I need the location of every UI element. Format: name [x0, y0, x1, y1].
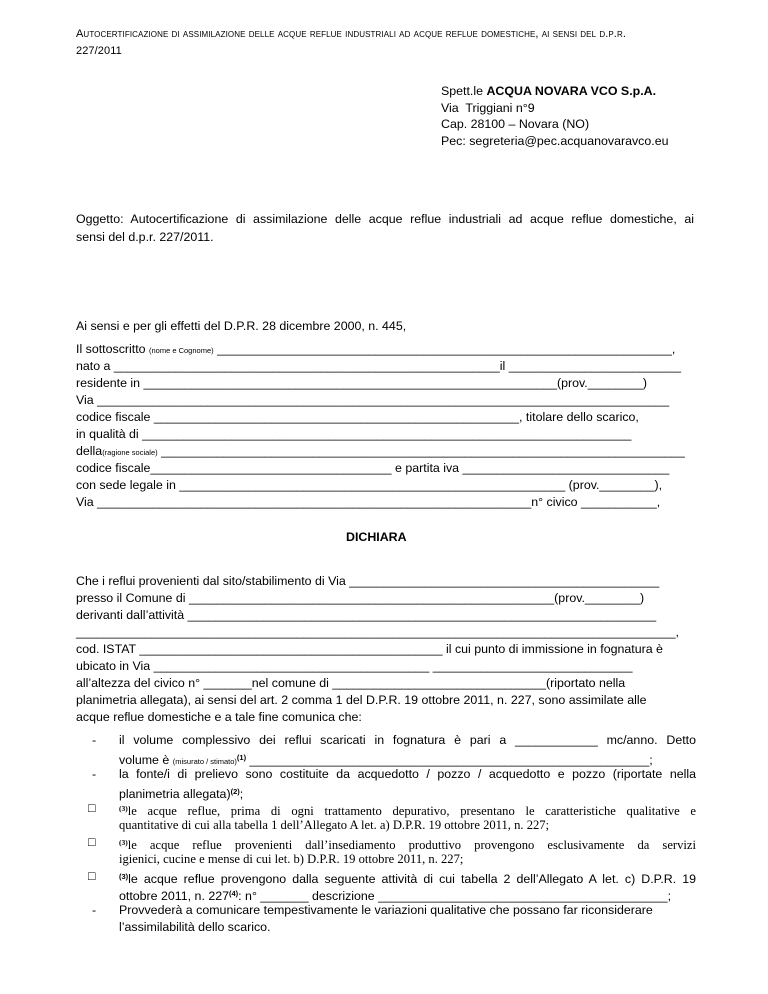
item-tabella1-line-1: $^{(3)}$le acque reflue, prima di ogni trattamento depurativo, presentano le caratteristiche qualitative e: [119, 804, 696, 818]
intro-text: Ai sensi e per gli effetti del D.P.R. 28 dicembre 2000, n. 445,: [76, 319, 407, 333]
addressee-company-line: Spett.le ACQUA NOVARA VCO S.p.A.: [441, 84, 657, 98]
item-volume-line-1: il volume complessivo dei reflui scaricati in fognatura è pari a ____________ mc/anno. Detto: [119, 733, 696, 747]
birth-place-date-field[interactable]: nato a ________________________________________________________il _________________________: [76, 359, 682, 373]
item-volume-line-2[interactable]: volume è (misurato / stimato)$^{(1)}$ __________________________________________________________;: [119, 753, 653, 767]
declaration-line-3[interactable]: derivanti dall’attività ____________________________________________________________________: [76, 608, 657, 622]
item-communicate-line-1: Provvederà a comunicare tempestivamente le variazioni qualitative che possano far riconsiderare: [119, 903, 653, 917]
role-field[interactable]: in qualità di _______________________________________________________________________: [76, 427, 632, 441]
item-source-line-1: la fonte/i di prelievo sono costituite da acquedotto / pozzo / acquedotto e pozzo (riportate nella: [119, 767, 696, 781]
declaration-line-2[interactable]: presso il Comune di _____________________________________________________(prov.________): [76, 591, 645, 605]
addressee-pec: Pec: segreteria@pec.acquanovaravco.eu: [441, 134, 669, 148]
addressee-street: Via Triggiani n°9: [441, 101, 535, 115]
checkbox-servizi-igienici[interactable]: □: [88, 835, 96, 849]
declares-heading: DICHIARA: [346, 530, 407, 544]
checkbox-tabella2[interactable]: □: [88, 869, 96, 883]
declaration-line-7[interactable]: all’altezza del civico n° _______nel comune di _______________________________(riportato nella: [76, 676, 626, 690]
company-name-field[interactable]: della(ragione sociale) ____________________________________________________________________________: [76, 444, 685, 458]
street-field[interactable]: Via ___________________________________________________________________________________: [76, 393, 670, 407]
checkbox-tabella1[interactable]: □: [88, 801, 96, 815]
legal-street-field[interactable]: Via _______________________________________________________________n° civico ___________,: [76, 495, 661, 509]
declaration-line-4[interactable]: _______________________________________________________________________________________,: [76, 625, 679, 639]
declaration-line-1[interactable]: Che i reflui provenienti dal sito/stabilimento di Via _____________________________________________: [76, 574, 660, 588]
document-header-line-1: Autocertificazione di assimilazione delle acque reflue industriali ad acque reflue domestiche, ai sensi del d.p.r.: [76, 28, 626, 40]
item-servizi-line-1: $^{(3)}$le acque reflue provenienti dall’insediamento produttivo provengono esclusivamente da servizi: [119, 838, 696, 852]
declaration-line-5[interactable]: cod. ISTAT ____________________________________________ il cui punto di immissione in fognatura è: [76, 642, 663, 656]
list-dash: -: [92, 903, 97, 917]
declaration-line-8: planimetria allegata), ai sensi del art. 2 comma 1 del D.P.R. 19 ottobre 2011, n. 227, sono assimilate alle: [76, 693, 647, 707]
subject-line-1: Oggetto: Autocertificazione di assimilazione delle acque reflue industriali ad acque reflue domestiche, ai: [76, 212, 694, 226]
legal-seat-field[interactable]: con sede legale in ________________________________________________________ (prov.________),: [76, 478, 663, 492]
item-servizi-line-2: igienici, cucine e mense di cui let. b) D.P.R. 19 ottobre 2011, n. 227;: [119, 852, 464, 866]
residence-field[interactable]: residente in ____________________________________________________________(prov.________): [76, 376, 647, 390]
list-dash: -: [92, 733, 97, 747]
document-header-line-2: 227/2011: [76, 45, 122, 57]
tax-code-field[interactable]: codice fiscale _____________________________________________________, titolare dello scarico,: [76, 410, 639, 424]
list-dash: -: [92, 767, 97, 781]
subject-line-2: sensi del d.p.r. 227/2011.: [76, 230, 214, 244]
declaration-line-9: acque reflue domestiche e a tale fine comunica che:: [76, 710, 362, 724]
item-communicate-line-2: l’assimilabilità dello scarico.: [119, 920, 271, 934]
item-tabella2-line-2[interactable]: ottobre 2011, n. 227$^{(4)}$: n° _______ descrizione __________________________________________;: [119, 889, 672, 903]
signer-name-field[interactable]: Il sottoscritto (nome e Cognome) __________________________________________________________________,: [76, 342, 676, 356]
item-tabella2-line-1: $^{(3)}$le acque reflue provengono dalla seguente attività di cui tabella 2 dell’Allegato A let. c) D.P.R. 19: [119, 872, 696, 886]
addressee-city: Cap. 28100 – Novara (NO): [441, 117, 590, 131]
item-tabella1-line-2: quantitative di cui alla tabella 1 dell’Allegato A let. a) D.P.R. 19 ottobre 2011, n. 227;: [119, 818, 550, 832]
company-tax-vat-field[interactable]: codice fiscale___________________________________ e partita iva ______________________________: [76, 461, 670, 475]
declaration-line-6[interactable]: ubicato in Via ________________________________________ _____________________________: [76, 659, 633, 673]
item-source-line-2: planimetria allegata)$^{(2)}$;: [119, 787, 244, 801]
